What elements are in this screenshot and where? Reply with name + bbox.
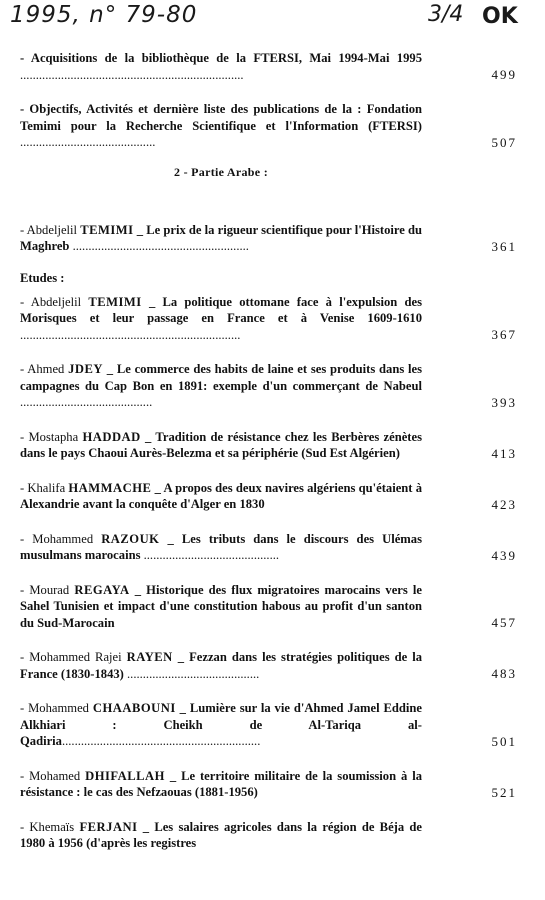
author-name: - Mostapha	[20, 429, 79, 444]
author-surname: HAMMACHE	[68, 480, 152, 495]
leader-dots: ......................................................................	[20, 327, 241, 342]
toc-entry	[20, 819, 525, 852]
author-surname: RAYEN	[126, 650, 173, 664]
entry-title: _ A propos des deux navires algériens qu'étaient à Alexandrie avant la conquête d'Alger en 1830	[20, 480, 422, 511]
entry-title: _ Historique des flux migratoires marocains vers le Sahel Tunisien et impact d'une constitution habous au profit d'un santon du Sud-Marocain	[20, 582, 423, 630]
etudes-heading: Etudes :	[20, 270, 65, 285]
toc-entry	[20, 649, 525, 682]
entry-title: _ Le territoire militaire de la soumission à la résistance : le cas des Nefzaouas (1881-1956)	[20, 768, 423, 799]
handwritten-issue-note: 1995, n° 79-80	[10, 2, 198, 28]
toc-entry	[20, 768, 525, 801]
author-surname: HADDAD	[82, 429, 141, 444]
author-surname: JDEY	[68, 362, 103, 376]
page-number: 413	[491, 445, 517, 461]
author-name: - Khemaïs	[20, 819, 75, 834]
page-number: 361	[491, 238, 517, 254]
author-surname: TEMIMI	[88, 294, 142, 309]
author-surname: REGAYA	[74, 582, 130, 597]
page-number: 367	[491, 327, 517, 342]
author-surname: CHAABOUNI	[92, 701, 176, 715]
entry-title: _ La politique ottomane face à l'expulsion des Morisques et leur passage en France et à Venise 1609-1610	[20, 294, 423, 325]
toc-entry-intro	[20, 222, 525, 255]
author-surname: DHIFALLAH	[85, 768, 165, 783]
table-of-contents	[20, 50, 525, 870]
toc-entry	[20, 700, 525, 750]
page-number: 483	[491, 666, 517, 681]
page-number: 499	[491, 67, 517, 82]
author-name: - Ahmed	[20, 362, 65, 376]
entry-title: _ Les salaires agricoles dans la région de Béja de 1980 à 1956 (d'après les registres	[20, 819, 422, 850]
leader-dots: ...........................................	[20, 135, 156, 149]
author-name: - Mourad	[20, 582, 70, 597]
toc-entry	[20, 582, 525, 632]
entry-title: _ Lumière sur la vie d'Ahmed Jamel Eddine Alkhiari : Cheikh de Al-Tariqa al-Qadiria	[20, 701, 422, 748]
author-name: - Mohammed	[20, 701, 89, 715]
page-number: 423	[491, 496, 517, 512]
toc-entry	[20, 480, 525, 513]
leader-dots: ...........................................	[140, 548, 280, 562]
handwritten-fraction-note: 3/4	[428, 2, 464, 27]
entry-title: - Acquisitions de la bibliothèque de la FTERSI, Mai 1994-Mai 1995	[20, 51, 422, 65]
page-number: 393	[491, 394, 517, 410]
author-name: - Abdeljelil	[20, 294, 82, 309]
page-number: 439	[491, 547, 517, 563]
handwritten-ok-note: OK	[482, 4, 518, 29]
leader-dots: ........................................................	[69, 239, 249, 253]
author-surname: TEMIMI	[80, 222, 134, 237]
toc-entry	[20, 531, 525, 564]
entry-title: _ Les tributs dans le discours des Ulémas musulmans marocains	[20, 531, 422, 562]
toc-entry	[20, 361, 525, 411]
leader-dots: .......................................................................	[20, 67, 244, 82]
entry-title: _ Le prix de la rigueur scientifique pour l'Histoire du Maghreb	[20, 222, 423, 253]
author-surname: FERJANI	[79, 819, 138, 834]
page-number: 501	[491, 733, 517, 749]
author-name: - Abdeljelil	[20, 222, 78, 237]
entry-title: _ Tradition de résistance chez les Berbères zénètes dans le pays Chaoui Aurès-Belezma et sa périphérie (Sud Est Algérien)	[20, 429, 422, 460]
section-heading: 2 - Partie Arabe :	[173, 164, 269, 179]
author-name: - Khalifa	[20, 480, 66, 495]
author-name: - Mohammed Rajei	[20, 650, 122, 664]
entry-title: _ Fezzan dans les stratégies politiques de la France (1830-1843)	[20, 650, 422, 681]
toc-entry	[20, 429, 525, 462]
page-number: 507	[491, 134, 517, 150]
leader-dots: ..........................................	[123, 666, 260, 681]
etudes-list	[20, 294, 525, 852]
leader-dots: ...............................................................	[61, 734, 261, 748]
page-number: 521	[491, 784, 517, 800]
toc-entry	[20, 294, 525, 344]
toc-entry-objectifs	[20, 101, 525, 151]
toc-entry-acquisitions	[20, 50, 525, 83]
leader-dots: ..........................................	[20, 395, 153, 409]
page-number: 457	[491, 615, 517, 630]
author-name: - Mohamed	[20, 768, 81, 783]
entry-title: _ Le commerce des habits de laine et ses produits dans les campagnes du Cap Bon en 1891: exemple d'un commerçant de Nabeul	[20, 362, 422, 393]
author-surname: RAZOUK	[101, 531, 160, 546]
author-name: - Mohammed	[20, 531, 94, 546]
entry-title: - Objectifs, Activités et dernière liste des publications de la : Fondation Temimi pour la Recherche Scientifique et l'Information (FTERSI)	[20, 102, 422, 133]
